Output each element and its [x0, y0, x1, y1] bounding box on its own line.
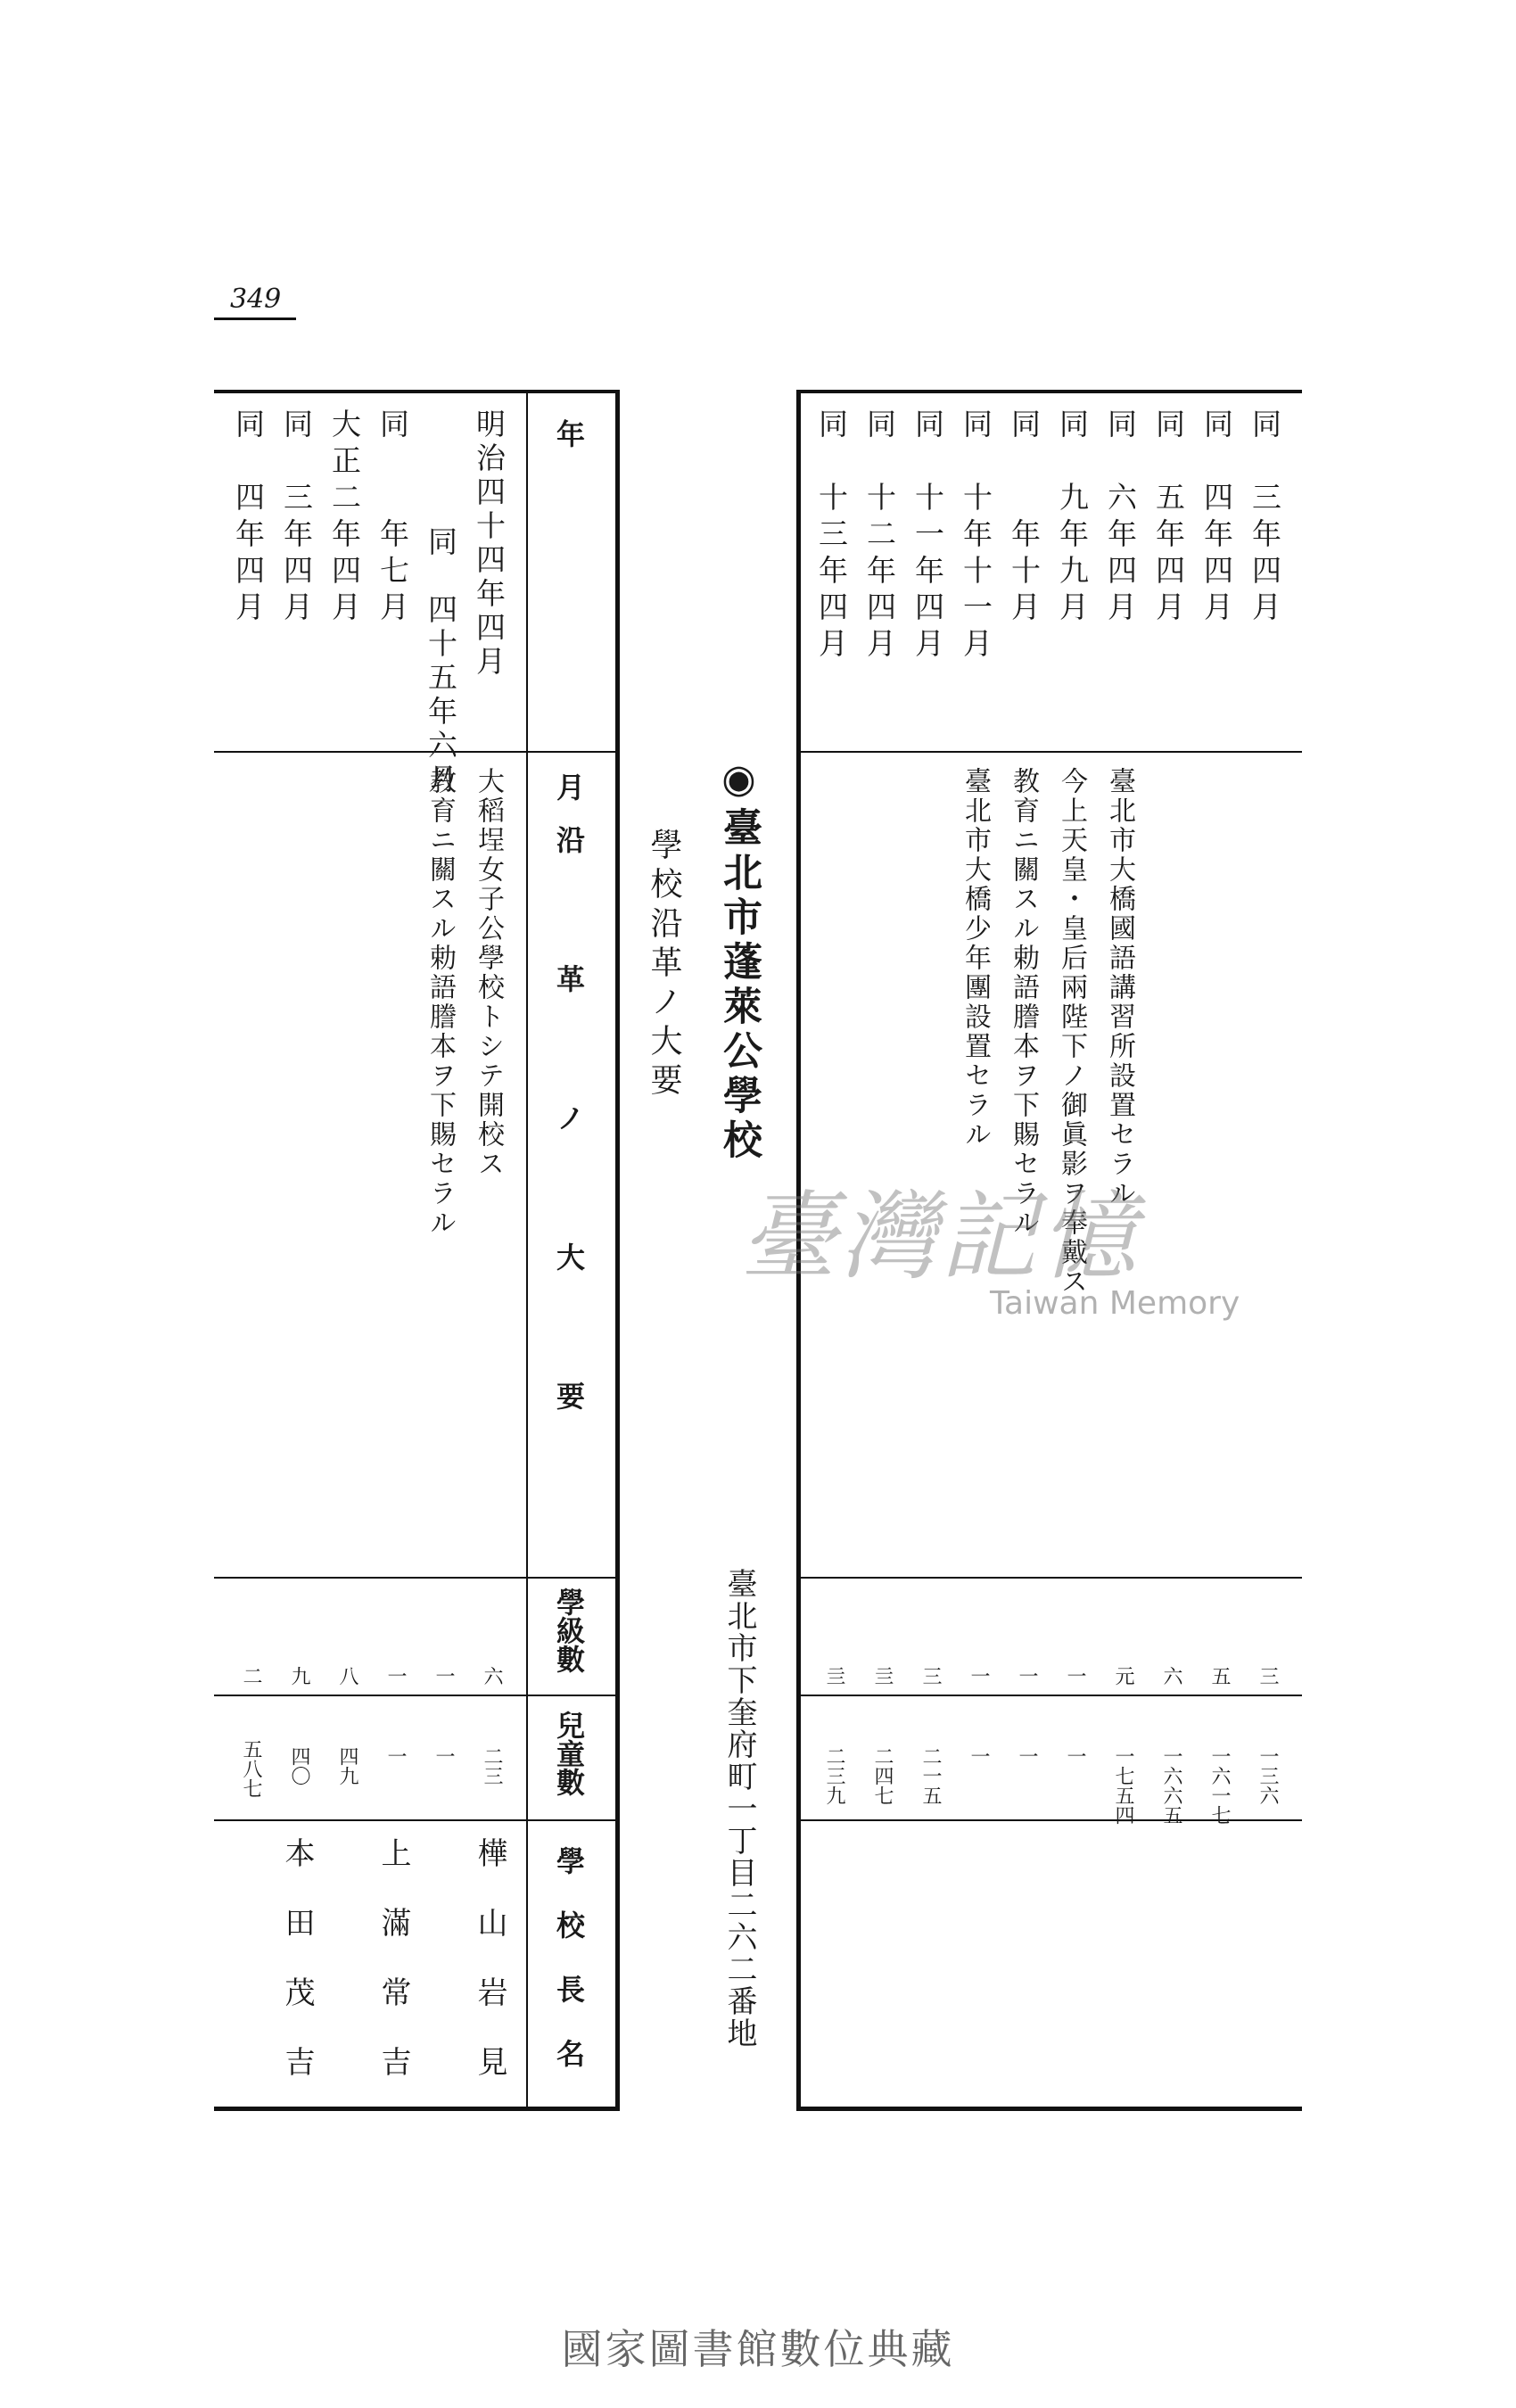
left-table-classes-divider	[214, 1695, 620, 1696]
right-row-date: 同 十二年四月	[862, 408, 897, 664]
right-row-classes: 元	[1112, 1666, 1134, 1686]
section-title: 學校沿革ノ大要	[646, 828, 682, 1102]
left-row-date: 明治四十四年四月	[472, 408, 507, 680]
right-table-date-divider	[796, 751, 1302, 753]
left-row-event: 大稻埕女子公學校トシテ開校ス	[473, 767, 504, 1179]
page-number: 349	[230, 284, 282, 315]
left-row-pupils: 一	[384, 1746, 407, 1766]
left-table-pupils-divider	[214, 1819, 620, 1821]
right-row-classes: 三	[919, 1666, 942, 1686]
left-row-date: 同 四十五年六月	[424, 526, 458, 797]
right-row-event: 臺北市大橋少年團設置セラル	[960, 767, 991, 1150]
right-table-bottom-rule	[796, 2107, 1302, 2111]
right-row-pupils: 一三六	[1256, 1746, 1279, 1805]
right-row-pupils: 一六六五	[1160, 1746, 1182, 1825]
school-address: 臺北市下奎府町一丁目二六二番地	[721, 1568, 757, 2049]
left-table-history-divider	[214, 1577, 620, 1579]
header-date: 年 月	[552, 419, 586, 890]
left-row-date: 同 年七月	[375, 408, 410, 628]
header-classes: 學級數	[552, 1587, 586, 1673]
left-row-pupils: 一	[433, 1746, 455, 1766]
right-row-date: 同 六年四月	[1103, 408, 1138, 628]
school-title: ◉臺北市蓬萊公學校	[716, 756, 762, 1164]
left-row-classes: 二	[240, 1666, 262, 1686]
right-row-pupils: 一	[968, 1746, 990, 1766]
watermark-en: Taiwan Memory	[990, 1285, 1240, 1322]
left-row-classes: 一	[433, 1666, 455, 1686]
left-row-pupils: 四〇	[288, 1746, 310, 1785]
right-row-date: 同 十一年四月	[910, 408, 945, 664]
left-row-pupils: 四九	[336, 1746, 358, 1785]
left-row-date: 大正二年四月	[327, 408, 362, 628]
right-row-pupils: 一七五四	[1112, 1746, 1134, 1825]
left-row-principal: 本田茂吉	[279, 1837, 315, 2115]
right-row-classes: 五	[1208, 1666, 1231, 1686]
watermark-cjk: 臺灣記憶	[740, 1182, 1141, 1293]
right-row-date: 同 年十月	[1007, 408, 1042, 628]
left-row-pupils: 五八七	[240, 1739, 262, 1798]
right-row-date: 同 十年十一月	[959, 408, 993, 664]
library-footer: 國家圖書館數位典藏	[561, 2325, 955, 2373]
right-table-top-rule	[796, 390, 1302, 393]
left-row-classes: 九	[288, 1666, 310, 1686]
right-row-date: 同 五年四月	[1151, 408, 1186, 628]
right-row-pupils: 一六一七	[1208, 1746, 1231, 1825]
right-row-classes: 一	[1016, 1666, 1038, 1686]
right-row-pupils: 二三九	[823, 1746, 845, 1805]
left-row-date: 同 三年四月	[279, 408, 314, 628]
taiwan-memory-watermark	[740, 1159, 1240, 1322]
right-row-date: 同 四年四月	[1199, 408, 1234, 628]
right-row-event: 臺北市大橋國語講習所設置セラル	[1104, 767, 1135, 1208]
right-row-classes: 六	[1160, 1666, 1182, 1686]
left-row-event: 教育ニ關スル勅語謄本ヲ下賜セラル	[424, 767, 456, 1238]
right-table-history-divider	[796, 1577, 1302, 1579]
right-row-classes: 一	[968, 1666, 990, 1686]
right-row-pupils: 一	[1064, 1746, 1086, 1766]
header-pupils: 兒童數	[552, 1711, 586, 1796]
header-principal: 學校長名	[552, 1846, 586, 2103]
right-row-pupils: 二一五	[919, 1746, 942, 1805]
left-row-classes: 八	[336, 1666, 358, 1686]
right-row-date: 同 九年九月	[1055, 408, 1090, 628]
right-row-classes: 一	[1064, 1666, 1086, 1686]
right-row-event: 教育ニ關スル勅語謄本ヲ下賜セラル	[1008, 767, 1039, 1238]
page-number-rule	[214, 317, 296, 320]
right-row-pupils: 二四七	[871, 1746, 894, 1805]
left-row-classes: 六	[481, 1666, 503, 1686]
right-row-classes: 亖	[871, 1666, 894, 1686]
left-table-header-divider	[526, 390, 528, 2111]
left-row-pupils: 二三	[481, 1746, 503, 1785]
right-row-pupils: 一	[1016, 1746, 1038, 1766]
left-table-top-rule	[214, 390, 620, 393]
left-table-bottom-rule	[214, 2107, 620, 2111]
right-row-date: 同 三年四月	[1248, 408, 1282, 628]
left-row-date: 同 四年四月	[231, 408, 266, 628]
right-row-date: 同 十三年四月	[814, 408, 849, 664]
left-table-right-rule	[615, 390, 620, 2111]
right-row-event: 今上天皇・皇后兩陛下ノ御眞影ヲ奉戴ス	[1056, 767, 1087, 1297]
left-row-principal: 樺山岩見	[472, 1837, 507, 2115]
header-history: 沿 革 ノ 大 要	[552, 825, 586, 1451]
left-row-classes: 一	[384, 1666, 407, 1686]
left-row-principal: 上滿常吉	[375, 1837, 411, 2115]
right-table-classes-divider	[796, 1695, 1302, 1696]
right-row-classes: 三	[1256, 1666, 1279, 1686]
right-row-classes: 亖	[823, 1666, 845, 1686]
